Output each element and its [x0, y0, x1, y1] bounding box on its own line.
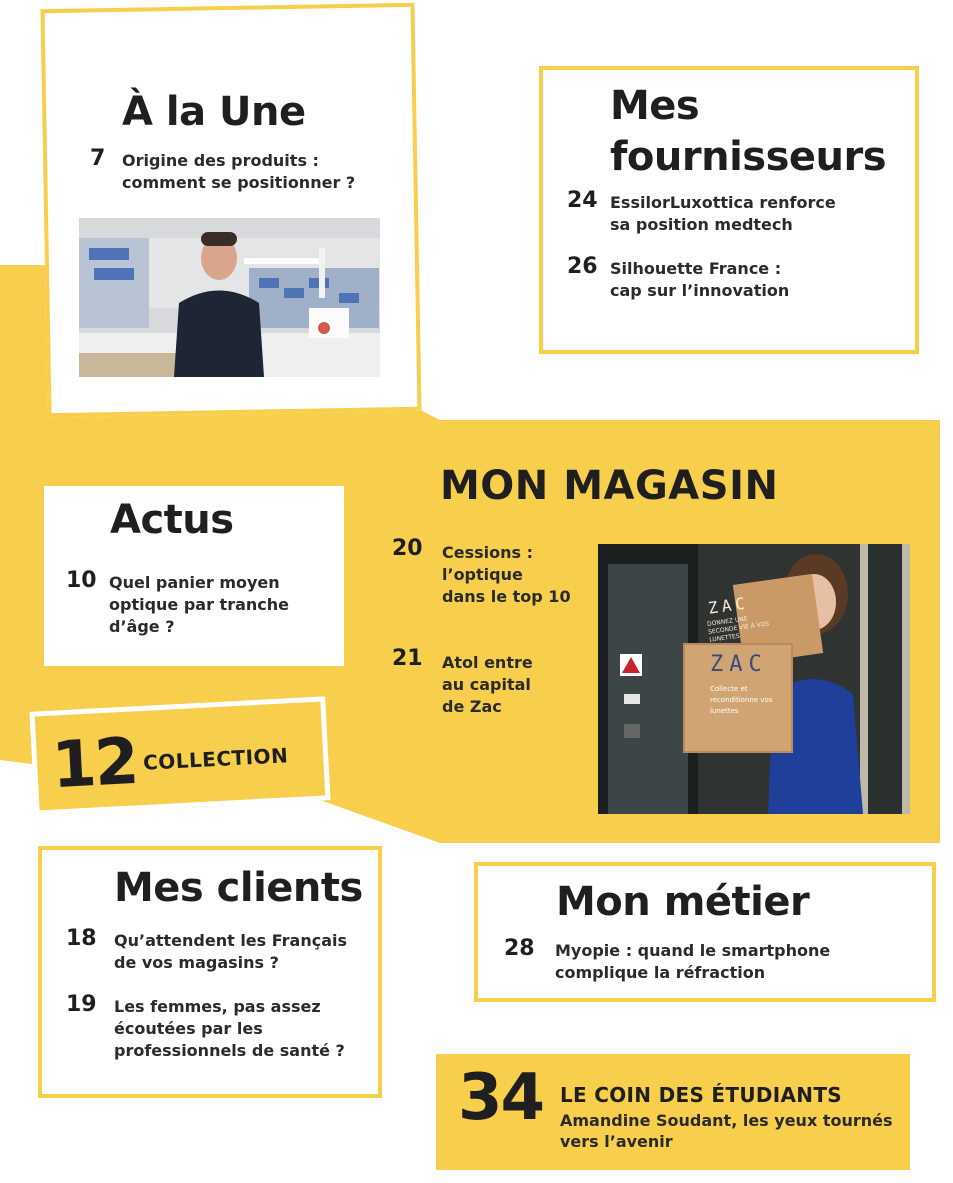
article-10[interactable] — [66, 570, 326, 640]
zac-logo-top: ZAC — [706, 593, 751, 618]
fournisseurs-title-line1: Mes — [610, 83, 700, 129]
page-number: 18 — [66, 926, 97, 951]
page-number: 28 — [504, 936, 535, 961]
zac-box-text: Collecte et reconditionne vos lunettes — [710, 685, 773, 715]
article-28[interactable] — [504, 938, 924, 988]
page-number: 19 — [66, 992, 97, 1017]
zac-slogan: DONNEZ UNE SECONDE VIE À VOS LUNETTES — [706, 615, 770, 644]
page-number: 26 — [567, 254, 598, 279]
article-19[interactable] — [66, 994, 376, 1064]
fournisseurs-title-line2: fournisseurs — [610, 134, 887, 180]
article-title: Les femmes, pas assez écoutées par les professionnels de santé ? — [114, 997, 345, 1060]
article-7[interactable] — [90, 148, 390, 198]
article-title: Silhouette France : cap sur l’innovation — [610, 259, 790, 300]
etudiants-number: 34 — [458, 1061, 544, 1135]
article-title: Quel panier moyen optique par tranche d’âge ? — [109, 573, 290, 636]
article-title: EssilorLuxottica renforce sa position medtech — [610, 193, 836, 234]
article-18[interactable] — [66, 928, 376, 978]
magasin-title: MON MAGASIN — [440, 463, 779, 509]
article-title: Atol entre au capital de Zac — [442, 653, 533, 716]
article-title: Cessions : l’optique dans le top 10 — [442, 543, 571, 606]
article-24[interactable] — [567, 190, 887, 240]
page-number: 21 — [392, 646, 423, 671]
page-number: 20 — [392, 536, 423, 561]
article-21[interactable] — [392, 648, 592, 718]
etudiants-text: Amandine Soudant, les yeux tournés vers l’avenir — [560, 1111, 893, 1151]
article-title: Myopie : quand le smartphone complique la réfraction — [555, 941, 831, 982]
optician-workshop-photo — [79, 218, 380, 377]
actus-title: Actus — [110, 497, 234, 543]
page-number: 10 — [66, 568, 97, 593]
article-26[interactable] — [567, 256, 887, 306]
zac-store-photo — [598, 544, 910, 814]
article-title: Qu’attendent les Français de vos magasins ? — [114, 931, 348, 972]
collection-number: 12 — [50, 724, 139, 804]
article-20[interactable] — [392, 538, 592, 608]
collection-label: COLLECTION — [142, 743, 289, 775]
metier-title: Mon métier — [556, 879, 810, 925]
a-la-une-title: À la Une — [122, 89, 306, 135]
clients-title: Mes clients — [114, 865, 363, 911]
zac-logo-main: ZAC — [710, 652, 768, 677]
article-title: Origine des produits : comment se positionner ? — [122, 151, 356, 192]
page-number: 24 — [567, 188, 598, 213]
etudiants-title: LE COIN DES ÉTUDIANTS — [560, 1083, 842, 1107]
page-number: 7 — [90, 146, 106, 171]
